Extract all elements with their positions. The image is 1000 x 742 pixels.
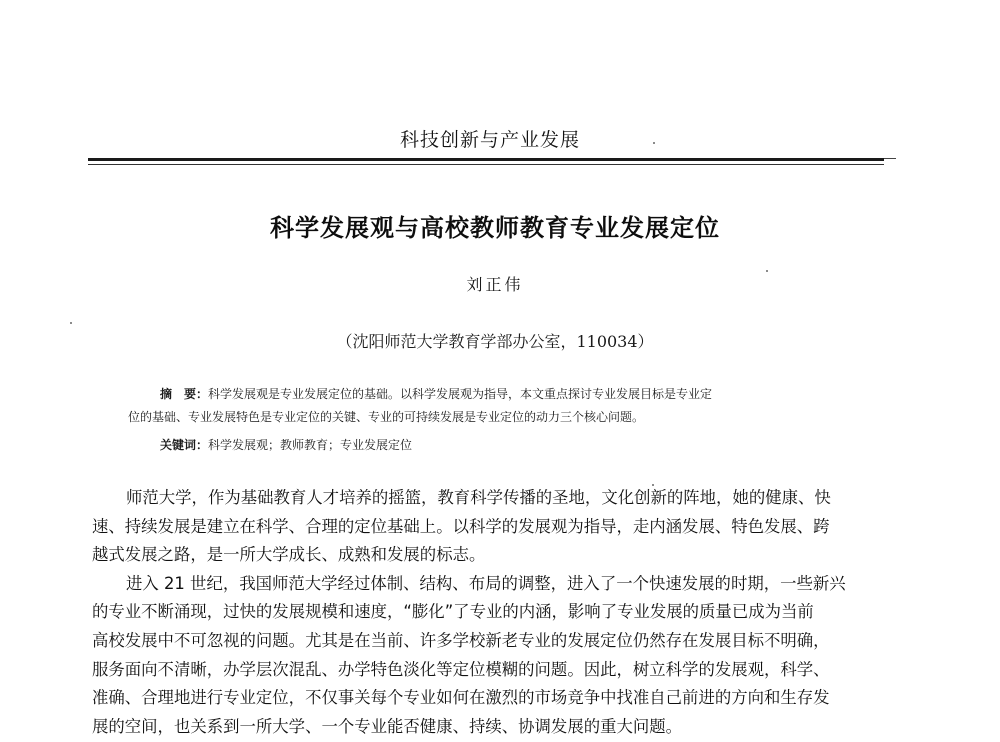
paragraph-2-line: 的专业不断涌现，过快的发展规模和速度，“膨化”了专业的内涵，影响了专业发展的质量已成为当前 (92, 602, 814, 622)
paragraph-2-line: 进入 21 世纪，我国师范大学经过体制、结构、布局的调整，进入了一个快速发展的时期，一些新兴 (126, 573, 846, 593)
article-author: 刘正伟 (466, 275, 524, 294)
scan-speck (70, 322, 72, 324)
abstract-block (128, 383, 862, 429)
scan-speck (766, 270, 768, 272)
keywords-label: 关键词： (160, 438, 209, 452)
paragraph-2-line: 展的空间，也关系到一所大学、一个专业能否健康、持续、协调发展的重大问题。 (92, 716, 683, 736)
body-text (92, 484, 907, 741)
paragraph-1-line: 速、持续发展是建立在科学、合理的定位基础上。以科学的发展观为指导，走内涵发展、特色发展、跨 (92, 516, 830, 536)
article-title: 科学发展观与高校教师教育专业发展定位 (270, 214, 720, 242)
scan-speck (652, 484, 654, 486)
paragraph-2-line: 准确、合理地进行专业定位，不仅事关每个专业如何在激烈的市场竞争中找准自己前进的方向和生存发 (92, 688, 830, 708)
abstract-line-1 (128, 383, 862, 406)
article-affiliation: （沈阳师范大学教育学部办公室，110034） (336, 332, 654, 351)
paragraph-2-line: 高校发展中不可忽视的问题。尤其是在当前、许多学校新老专业的发展定位仍然存在发展目标不明确， (92, 630, 830, 650)
header-rule-thin (88, 164, 884, 165)
header-rule-end (884, 158, 896, 159)
paragraph-2-line: 服务面向不清晰，办学层次混乱、办学特色淡化等定位模糊的问题。因此，树立科学的发展观，科学、 (92, 659, 830, 679)
keywords-text: 科学发展观；教师教育；专业发展定位 (208, 438, 413, 452)
abstract-text-1: 科学发展观是专业发展定位的基础。以科学发展观为指导，本文重点探讨专业发展目标是专业定 (208, 387, 713, 401)
paragraph-1-line: 师范大学，作为基础教育人才培养的摇篮，教育科学传播的圣地，文化创新的阵地，她的健康、快 (126, 488, 831, 507)
abstract-line-2: 位的基础、专业发展特色是专业定位的关键、专业的可持续发展是专业定位的动力三个核心问题。 (128, 410, 645, 424)
abstract-label: 摘 要： (160, 387, 209, 401)
keywords-block (160, 436, 860, 453)
scan-speck (653, 142, 655, 144)
journal-section-heading: 科技创新与产业发展 (399, 129, 580, 151)
header-rule-thick (88, 158, 884, 161)
paragraph-1-line: 越式发展之路，是一所大学成长、成熟和发展的标志。 (92, 545, 486, 565)
